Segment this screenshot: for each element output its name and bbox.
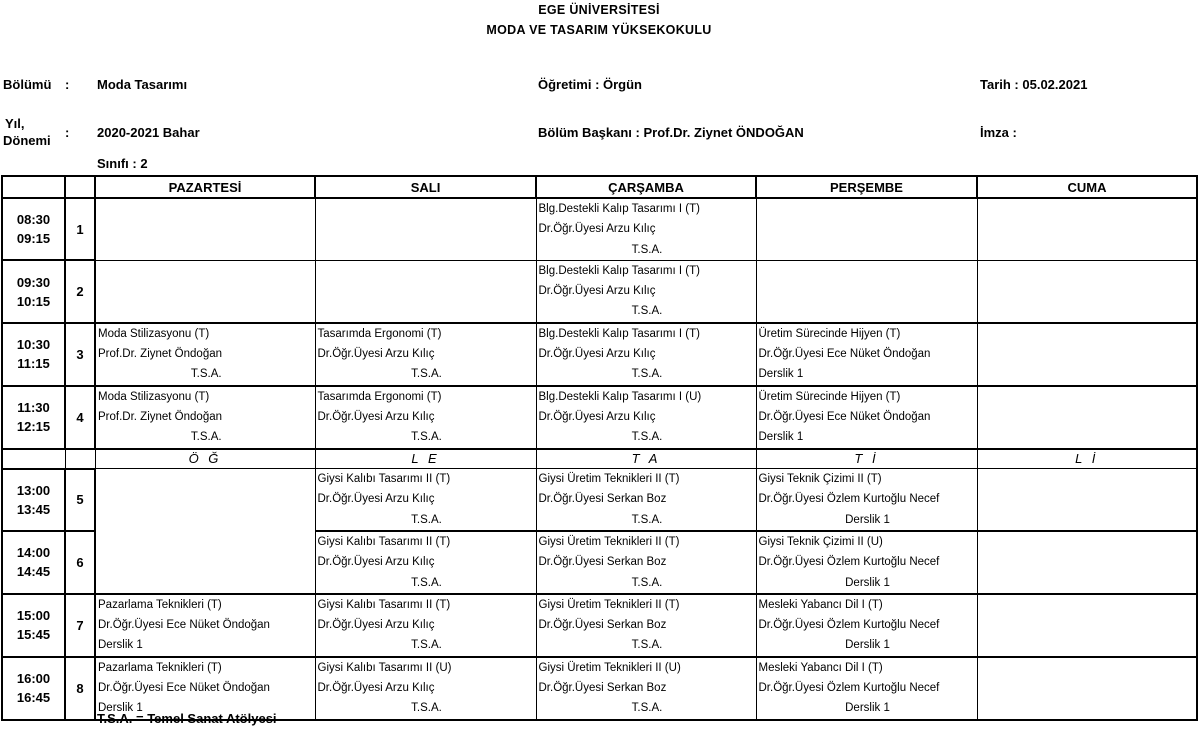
time-cell [2, 594, 65, 657]
start-time: 11:30 [17, 400, 50, 416]
course-cell [977, 323, 1197, 386]
slot-number: 3 [65, 323, 95, 386]
education-label: Öğretimi : Örgün [538, 77, 642, 92]
time-cell [2, 323, 65, 386]
instructor-name: Dr.Öğr.Üyesi Özlem Kurtoğlu Necef [758, 682, 940, 695]
classroom: T.S.A. [190, 431, 222, 444]
start-time: 16:00 [16, 671, 51, 687]
course-cell [315, 657, 536, 720]
course-name: Giysi Üretim Teknikleri II (T) [538, 535, 680, 548]
instructor-name: Dr.Öğr.Üyesi Özlem Kurtoğlu Necef [758, 493, 940, 506]
classroom: T.S.A. [631, 576, 663, 589]
day-header: ÇARŞAMBA [536, 176, 756, 198]
class-label: Sınıfı : 2 [97, 156, 148, 171]
schedule-body [2, 176, 1197, 720]
lunch-label: L E [315, 449, 536, 469]
classroom: T.S.A. [631, 305, 663, 318]
corner-cell [2, 176, 65, 198]
slot-number: 7 [65, 594, 95, 657]
slot-number: 1 [65, 198, 95, 260]
time-cell [2, 469, 65, 531]
course-name: Giysi Üretim Teknikleri II (T) [538, 473, 680, 486]
classroom: T.S.A. [411, 702, 442, 715]
date-label: Tarih : 05.02.2021 [980, 77, 1088, 92]
course-name: Tasarımda Ergonomi (T) [317, 327, 442, 340]
course-cell [756, 323, 977, 386]
schedule-row [2, 469, 1197, 531]
course-name: Giysi Teknik Çizimi II (U) [758, 535, 883, 548]
day-header: CUMA [977, 176, 1197, 198]
schedule-row [2, 386, 1197, 449]
instructor-name: Dr.Öğr.Üyesi Serkan Boz [538, 682, 667, 695]
course-cell [95, 469, 315, 594]
course-cell [977, 657, 1197, 720]
course-name: Giysi Üretim Teknikleri II (T) [538, 598, 680, 611]
course-cell [977, 260, 1197, 322]
instructor-name: Dr.Öğr.Üyesi Ece Nüket Öndoğan [758, 348, 931, 361]
instructor-name: Dr.Öğr.Üyesi Arzu Kılıç [538, 223, 656, 236]
start-time: 14:00 [16, 545, 51, 561]
course-name: Giysi Kalıbı Tasarımı II (T) [317, 598, 451, 611]
course-name: Pazarlama Teknikleri (T) [98, 661, 222, 674]
schedule-row [2, 323, 1197, 386]
course-name: Pazarlama Teknikleri (T) [98, 598, 222, 611]
schedule-row [2, 594, 1197, 657]
start-time: 15:00 [16, 608, 51, 624]
course-name: Tasarımda Ergonomi (T) [317, 390, 442, 403]
classroom: T.S.A. [411, 368, 442, 381]
classroom: T.S.A. [631, 702, 663, 715]
course-name: Moda Stilizasyonu (T) [98, 390, 210, 403]
schedule-row [2, 260, 1197, 322]
course-cell [315, 469, 536, 531]
instructor-name: Dr.Öğr.Üyesi Arzu Kılıç [317, 493, 435, 506]
start-time: 10:30 [16, 337, 51, 353]
instructor-name: Dr.Öğr.Üyesi Serkan Boz [538, 556, 667, 569]
classroom: T.S.A. [190, 368, 222, 381]
course-cell [977, 386, 1197, 449]
university-title: EGE ÜNİVERSİTESİ [538, 3, 660, 17]
instructor-name: Dr.Öğr.Üyesi Arzu Kılıç [538, 285, 656, 298]
course-name: Üretim Sürecinde Hijyen (T) [758, 390, 901, 403]
year-label-line2: Dönemi [3, 133, 51, 148]
time-cell [2, 531, 65, 594]
course-cell [315, 198, 536, 260]
course-cell [536, 260, 756, 322]
course-cell [536, 386, 756, 449]
course-cell [977, 469, 1197, 531]
end-time: 10:15 [16, 293, 51, 309]
slot-number: 8 [65, 657, 95, 720]
instructor-name: Dr.Öğr.Üyesi Arzu Kılıç [317, 410, 435, 423]
course-cell [95, 260, 315, 322]
lunch-label: T A [536, 449, 756, 469]
time-cell [2, 386, 65, 449]
course-cell [315, 594, 536, 657]
course-cell [977, 594, 1197, 657]
course-cell [756, 386, 977, 449]
classroom: T.S.A. [631, 368, 663, 381]
course-cell [536, 323, 756, 386]
course-name: Blg.Destekli Kalıp Tasarımı I (T) [538, 264, 700, 277]
year-label-line1: Yıl, [5, 116, 25, 131]
classroom: T.S.A. [631, 639, 663, 652]
course-cell [756, 469, 977, 531]
classroom: Derslik 1 [845, 639, 890, 652]
course-cell [756, 198, 977, 260]
lunch-label: L İ [977, 449, 1197, 469]
course-cell [536, 657, 756, 720]
end-time: 09:15 [16, 231, 51, 247]
end-time: 13:45 [16, 501, 51, 517]
classroom: Derslik 1 [758, 368, 804, 381]
start-time: 13:00 [16, 482, 51, 498]
course-name: Mesleki Yabancı Dil I (T) [758, 661, 883, 674]
course-name: Blg.Destekli Kalıp Tasarımı I (T) [538, 203, 700, 215]
course-cell [315, 386, 536, 449]
department-label: Bölümü [3, 77, 52, 92]
year-value: 2020-2021 Bahar [97, 125, 200, 140]
year-colon: : [65, 125, 70, 140]
instructor-name: Dr.Öğr.Üyesi Arzu Kılıç [538, 348, 656, 361]
course-name: Mesleki Yabancı Dil I (T) [758, 598, 883, 611]
course-cell [95, 594, 315, 657]
time-cell [2, 657, 65, 720]
start-time: 09:30 [16, 274, 51, 290]
school-title: MODA VE TASARIM YÜKSEKOKULU [486, 23, 712, 37]
course-name: Blg.Destekli Kalıp Tasarımı I (T) [538, 327, 700, 340]
instructor-name: Dr.Öğr.Üyesi Arzu Kılıç [317, 348, 435, 361]
start-time: 08:30 [16, 212, 51, 228]
course-cell [756, 260, 977, 322]
course-cell [95, 198, 315, 260]
course-cell [536, 531, 756, 594]
lunch-row [2, 449, 1197, 469]
instructor-name: Dr.Öğr.Üyesi Arzu Kılıç [317, 619, 435, 632]
slot-number: 4 [65, 386, 95, 449]
day-header-row [2, 176, 1197, 198]
footnote: T.S.A. = Temel Sanat Atölyesi [97, 711, 277, 726]
instructor-name: Dr.Öğr.Üyesi Serkan Boz [538, 493, 667, 506]
slot-number: 2 [65, 260, 95, 322]
department-value: Moda Tasarımı [97, 77, 188, 92]
end-time: 16:45 [16, 690, 51, 706]
course-name: Üretim Sürecinde Hijyen (T) [758, 327, 901, 340]
corner-cell [65, 176, 95, 198]
department-colon: : [65, 77, 70, 92]
instructor-name: Dr.Öğr.Üyesi Ece Nüket Öndoğan [758, 410, 931, 423]
instructor-name: Prof.Dr. Ziynet Öndoğan [98, 410, 223, 423]
classroom: Derslik 1 [98, 639, 143, 652]
classroom: T.S.A. [411, 513, 442, 526]
instructor-name: Dr.Öğr.Üyesi Özlem Kurtoğlu Necef [758, 619, 940, 632]
course-name: Giysi Kalıbı Tasarımı II (U) [317, 661, 452, 674]
end-time: 15:45 [16, 627, 51, 643]
course-cell [756, 657, 977, 720]
course-cell [536, 469, 756, 531]
day-header: PAZARTESİ [95, 176, 315, 198]
course-cell [756, 531, 977, 594]
slot-number: 5 [65, 469, 95, 531]
time-cell [2, 260, 65, 322]
instructor-name: Prof.Dr. Ziynet Öndoğan [98, 348, 223, 361]
classroom: Derslik 1 [845, 513, 890, 526]
instructor-name: Dr.Öğr.Üyesi Özlem Kurtoğlu Necef [758, 556, 940, 569]
time-cell [2, 198, 65, 260]
course-cell [756, 594, 977, 657]
instructor-name: Dr.Öğr.Üyesi Ece Nüket Öndoğan [98, 682, 270, 695]
end-time: 14:45 [16, 564, 51, 580]
schedule-row [2, 198, 1197, 260]
course-cell [977, 198, 1197, 260]
end-time: 12:15 [16, 419, 51, 435]
instructor-name: Dr.Öğr.Üyesi Serkan Boz [538, 619, 667, 632]
course-cell [315, 323, 536, 386]
course-cell [977, 531, 1197, 594]
instructor-name: Dr.Öğr.Üyesi Ece Nüket Öndoğan [98, 619, 270, 632]
slot-number: 6 [65, 531, 95, 594]
course-name: Giysi Kalıbı Tasarımı II (T) [317, 535, 451, 548]
course-name: Moda Stilizasyonu (T) [98, 327, 210, 340]
day-header: SALI [315, 176, 536, 198]
course-name: Giysi Kalıbı Tasarımı II (T) [317, 473, 451, 486]
classroom: T.S.A. [411, 431, 442, 444]
instructor-name: Dr.Öğr.Üyesi Arzu Kılıç [317, 556, 435, 569]
lunch-label: T İ [756, 449, 977, 469]
course-name: Blg.Destekli Kalıp Tasarımı I (U) [538, 390, 702, 403]
classroom: Derslik 1 [845, 702, 890, 715]
day-header: PERŞEMBE [756, 176, 977, 198]
schedule-table [1, 175, 1198, 721]
instructor-name: Dr.Öğr.Üyesi Arzu Kılıç [317, 682, 435, 695]
classroom: T.S.A. [411, 639, 442, 652]
classroom: T.S.A. [631, 243, 663, 256]
classroom: Derslik 1 [98, 702, 143, 715]
classroom: Derslik 1 [758, 431, 804, 444]
course-cell [536, 594, 756, 657]
signature-label: İmza : [980, 125, 1017, 140]
course-cell [315, 260, 536, 322]
course-cell [536, 198, 756, 260]
lunch-blank [65, 449, 95, 469]
course-cell [315, 531, 536, 594]
course-name: Giysi Üretim Teknikleri II (U) [538, 661, 681, 674]
classroom: T.S.A. [411, 576, 442, 589]
classroom: Derslik 1 [845, 576, 890, 589]
classroom: T.S.A. [631, 513, 663, 526]
course-cell [95, 386, 315, 449]
lunch-blank [2, 449, 65, 469]
course-cell [95, 323, 315, 386]
course-name: Giysi Teknik Çizimi II (T) [758, 473, 882, 486]
lunch-label: Ö Ğ [95, 449, 315, 469]
classroom: T.S.A. [631, 431, 663, 444]
end-time: 11:15 [17, 356, 50, 372]
instructor-name: Dr.Öğr.Üyesi Arzu Kılıç [538, 410, 656, 423]
department-head-label: Bölüm Başkanı : Prof.Dr. Ziynet ÖNDOĞAN [538, 125, 804, 140]
